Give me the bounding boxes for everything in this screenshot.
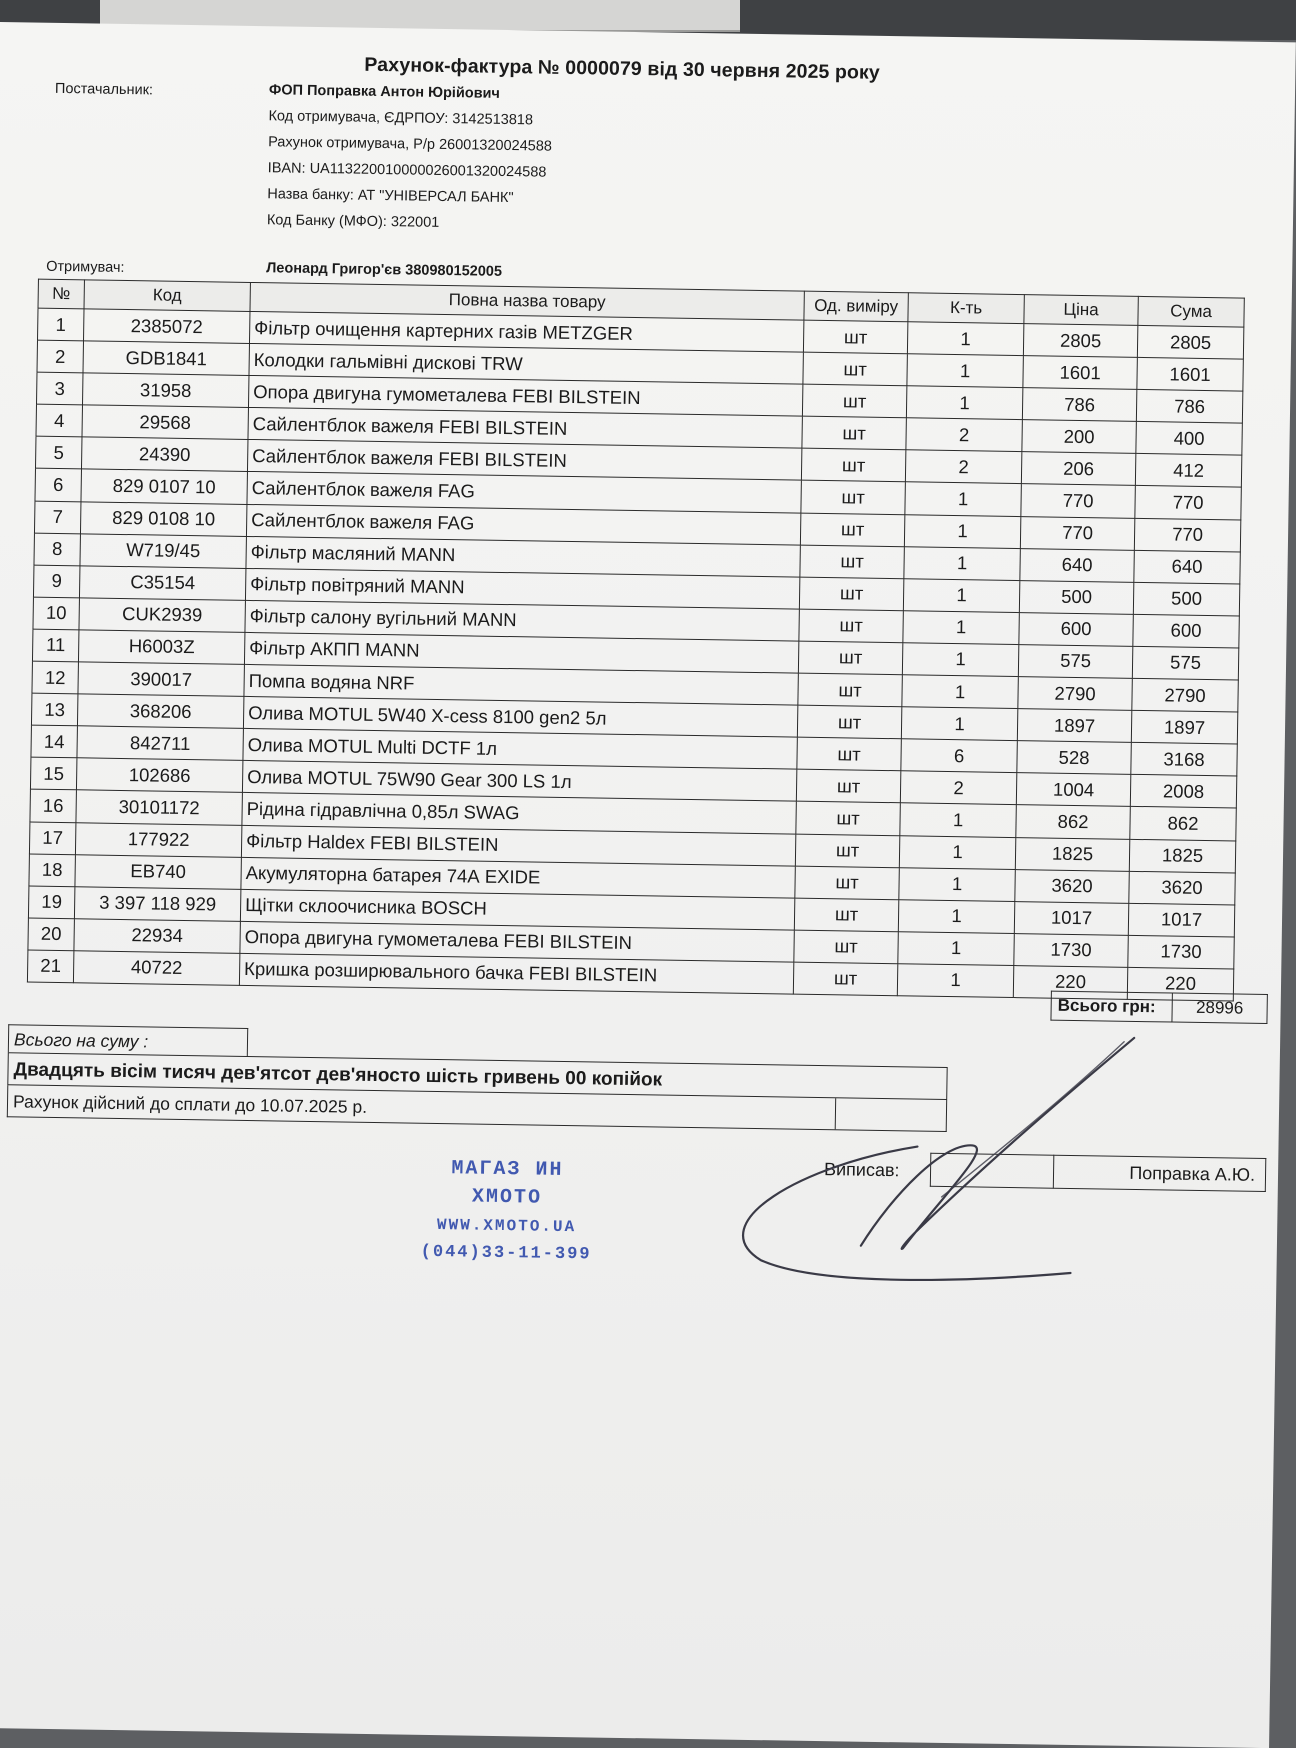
sum-in-words: Двадцять вісім тисяч дев'ятсот дев'яносто шість гривень 00 копійок	[7, 1052, 947, 1100]
issuer-name: Поправка А.Ю.	[1053, 1155, 1265, 1191]
cell-name: Щітки склоочисника BOSCH	[240, 889, 794, 930]
cell-number: 14	[31, 725, 77, 758]
supplier-iban: IBAN: UA113220010000026001320024588	[267, 160, 547, 181]
cell-qty: 1	[899, 867, 1015, 901]
cell-unit: шт	[799, 577, 903, 611]
cell-number: 3	[36, 372, 82, 405]
cell-sum: 1017	[1128, 903, 1234, 937]
cell-unit: шт	[795, 834, 899, 868]
col-header-sum: Сума	[1138, 296, 1244, 327]
cell-code: 24390	[81, 437, 247, 472]
cell-qty: 1	[907, 322, 1023, 356]
cell-price: 786	[1022, 388, 1136, 422]
cell-price: 1004	[1016, 773, 1130, 807]
supplier-edrpou: Код отримувача, ЄДРПОУ: 3142513818	[268, 108, 534, 129]
cell-sum: 220	[1127, 967, 1233, 1001]
cell-qty: 1	[906, 386, 1022, 420]
cell-unit: шт	[794, 930, 898, 964]
cell-price: 1601	[1023, 356, 1137, 390]
cell-code: 2385072	[84, 309, 250, 344]
cell-price: 528	[1017, 741, 1131, 775]
cell-unit: шт	[801, 481, 905, 515]
cell-code: 40722	[73, 951, 239, 986]
cell-number: 15	[30, 757, 76, 790]
cell-code: 31958	[82, 373, 248, 408]
cell-qty: 1	[907, 354, 1023, 388]
cell-unit: шт	[802, 384, 906, 418]
cell-unit: шт	[794, 898, 898, 932]
cell-code: 29568	[82, 405, 248, 440]
cell-unit: шт	[800, 513, 904, 547]
cell-sum: 400	[1136, 422, 1242, 456]
cell-sum: 600	[1133, 614, 1239, 648]
cell-price: 1730	[1014, 933, 1128, 967]
invoice-title: Рахунок-фактура № 0000079 від 30 червня 2025 року	[364, 53, 880, 84]
shop-stamp	[421, 1155, 594, 1270]
cell-number: 7	[34, 501, 80, 534]
cell-qty: 1	[904, 546, 1020, 580]
cell-price: 220	[1013, 965, 1127, 999]
cell-name: Кришка розширювального бачка FEBI BILSTEIN	[239, 953, 793, 994]
cell-code: 30101172	[76, 790, 242, 825]
cell-qty: 1	[905, 482, 1021, 516]
cell-number: 6	[35, 469, 81, 502]
cell-price: 200	[1022, 420, 1136, 454]
cell-sum: 2790	[1132, 678, 1238, 712]
cell-sum: 3168	[1131, 743, 1237, 777]
cell-name: Опора двигуна гумометалева FEBI BILSTEIN	[240, 921, 794, 962]
cell-name: Олива MOTUL 75W90 Gear 300 LS 1л	[242, 761, 796, 802]
cell-code: 829 0108 10	[80, 501, 246, 536]
cell-code: 177922	[75, 822, 241, 857]
grand-total-label: Всього грн:	[1051, 991, 1172, 1022]
cell-number: 5	[35, 436, 81, 469]
cell-code: CUK2939	[79, 598, 245, 633]
items-table	[27, 279, 1245, 1002]
cell-price: 600	[1019, 612, 1133, 646]
cell-sum: 575	[1132, 646, 1238, 680]
stamp-line-4: (044)33-11-399	[420, 1242, 592, 1265]
cell-code: 102686	[76, 758, 242, 793]
cell-unit: шт	[801, 449, 905, 483]
cell-name: Фільтр очищення картерних газів METZGER	[249, 311, 803, 352]
cell-name: Опора двигуна гумометалева FEBI BILSTEIN	[248, 376, 802, 417]
cell-number: 19	[28, 886, 74, 919]
cell-price: 500	[1019, 580, 1133, 614]
cell-unit: шт	[803, 320, 907, 354]
col-header-price: Ціна	[1024, 295, 1138, 326]
cell-number: 11	[32, 629, 78, 662]
cell-qty: 1	[898, 932, 1014, 966]
cell-sum: 862	[1130, 807, 1236, 841]
cell-sum: 3620	[1129, 871, 1235, 905]
cell-sum: 2805	[1137, 325, 1243, 359]
cell-qty: 1	[903, 611, 1019, 645]
supplier-label: Постачальник:	[54, 80, 154, 99]
cell-sum: 1730	[1128, 935, 1234, 969]
cell-sum: 500	[1133, 582, 1239, 616]
cell-qty: 1	[898, 899, 1014, 933]
cell-price: 575	[1018, 645, 1132, 679]
cell-qty: 2	[905, 450, 1021, 484]
cell-number: 21	[27, 950, 73, 983]
cell-name: Фільтр Haldex FEBI BILSTEIN	[241, 825, 795, 866]
cell-code: 390017	[78, 662, 244, 697]
cell-code: GDB1841	[83, 341, 249, 376]
cell-name: Олива MOTUL Multi DCTF 1л	[243, 729, 797, 770]
cell-name: Колодки гальмівні дискові TRW	[249, 344, 803, 385]
cell-price: 1017	[1014, 901, 1128, 935]
sum-label: Всього на суму :	[8, 1024, 248, 1056]
cell-qty: 1	[904, 514, 1020, 548]
cell-unit: шт	[797, 705, 901, 739]
cell-sum: 640	[1134, 550, 1240, 584]
cell-code: 829 0107 10	[81, 469, 247, 504]
cell-number: 18	[29, 854, 75, 887]
col-header-name: Повна назва товару	[250, 282, 804, 320]
cell-number: 12	[32, 661, 78, 694]
cell-number: 20	[28, 918, 74, 951]
cell-code: 842711	[77, 726, 243, 761]
cell-unit: шт	[793, 962, 897, 996]
issuer-label: Виписав:	[823, 1159, 900, 1181]
cell-sum: 1897	[1131, 710, 1237, 744]
cell-number: 8	[34, 533, 80, 566]
supplier-bank: Назва банку: АТ "УНІВЕРСАЛ БАНК"	[267, 186, 514, 207]
cell-price: 2790	[1018, 677, 1132, 711]
cell-unit: шт	[798, 641, 902, 675]
cell-unit: шт	[803, 352, 907, 386]
cell-unit: шт	[796, 802, 900, 836]
recipient-name: Леонард Григор'єв 380980152005	[266, 260, 503, 280]
handwritten-signature	[740, 1024, 1164, 1291]
cell-number: 10	[33, 597, 79, 630]
cell-qty: 1	[897, 964, 1013, 998]
cell-code: 22934	[74, 919, 240, 954]
cell-number: 9	[33, 565, 79, 598]
cell-number: 4	[36, 404, 82, 437]
col-header-number: №	[38, 279, 84, 309]
cell-name: Сайлентблок важеля FAG	[246, 504, 800, 545]
cell-code: C35154	[79, 566, 245, 601]
cell-name: Помпа водяна NRF	[244, 664, 798, 705]
cell-qty: 2	[906, 418, 1022, 452]
stamp-line-1: МАГАЗ ИН	[451, 1157, 564, 1182]
col-header-code: Код	[84, 280, 250, 312]
stamp-line-2: ХМОТО	[471, 1185, 543, 1210]
cell-unit: шт	[796, 769, 900, 803]
cell-name: Сайлентблок важеля FEBI BILSTEIN	[248, 408, 802, 449]
cell-qty: 2	[900, 771, 1016, 805]
cell-name: Фільтр АКПП MANN	[244, 632, 798, 673]
cell-number: 1	[38, 308, 84, 341]
cell-qty: 6	[901, 739, 1017, 773]
col-header-qty: К-ть	[908, 293, 1024, 324]
cell-code: H6003Z	[78, 630, 244, 665]
cell-code: W719/45	[80, 533, 246, 568]
cell-sum: 412	[1135, 454, 1241, 488]
cell-code: 3 397 118 929	[74, 886, 240, 921]
cell-unit: шт	[798, 673, 902, 707]
supplier-mfo: Код Банку (МФО): 322001	[266, 212, 440, 231]
cell-price: 770	[1021, 484, 1135, 518]
cell-price: 1825	[1015, 837, 1129, 871]
cell-price: 862	[1016, 805, 1130, 839]
cell-price: 640	[1020, 548, 1134, 582]
cell-name: Фільтр салону вугільний MANN	[245, 600, 799, 641]
col-header-unit: Од. виміру	[804, 291, 908, 322]
cell-unit: шт	[795, 866, 899, 900]
cell-name: Сайлентблок важеля FAG	[247, 472, 801, 513]
cell-name: Фільтр масляний MANN	[246, 536, 800, 577]
cell-price: 206	[1021, 452, 1135, 486]
cell-price: 3620	[1015, 869, 1129, 903]
stamp-line-3: WWW.XMOTO.UA	[436, 1216, 577, 1237]
cell-qty: 1	[903, 579, 1019, 613]
cell-code: EB740	[75, 854, 241, 889]
cell-sum: 1601	[1137, 358, 1243, 392]
cell-name: Олива MOTUL 5W40 X-cess 8100 gen2 5л	[243, 697, 797, 738]
grand-total	[1050, 991, 1267, 1024]
valid-until-text: Рахунок дійсний до сплати до 10.07.2025 р.	[12, 1091, 368, 1117]
cell-sum: 786	[1136, 390, 1242, 424]
cell-number: 16	[30, 789, 76, 822]
cell-unit: шт	[800, 545, 904, 579]
cell-unit: шт	[802, 416, 906, 450]
cell-qty: 1	[899, 835, 1015, 869]
cell-sum: 770	[1135, 486, 1241, 520]
cell-price: 2805	[1023, 324, 1137, 358]
cell-price: 770	[1020, 516, 1134, 550]
cell-number: 13	[31, 693, 77, 726]
recipient-label: Отримувач:	[46, 258, 125, 276]
cell-unit: шт	[797, 737, 901, 771]
cell-name: Акумуляторна батарея 74А EXIDE	[241, 857, 795, 898]
supplier-account: Рахунок отримувача, Р/р 26001320024588	[268, 134, 553, 155]
cell-name: Фільтр повітряний MANN	[245, 568, 799, 609]
cell-sum: 2008	[1130, 775, 1236, 809]
cell-price: 1897	[1017, 709, 1131, 743]
grand-total-value: 28996	[1172, 993, 1267, 1023]
cell-code: 368206	[77, 694, 243, 729]
cell-qty: 1	[900, 803, 1016, 837]
supplier-name: ФОП Поправка Антон Юрійович	[268, 82, 501, 102]
cell-sum: 770	[1134, 518, 1240, 552]
cell-name: Сайлентблок важеля FEBI BILSTEIN	[247, 440, 801, 481]
cell-qty: 1	[902, 643, 1018, 677]
invoice-sheet	[0, 22, 1296, 1748]
cell-name: Рідина гідравлічна 0,85л SWAG	[242, 793, 796, 834]
cell-unit: шт	[799, 609, 903, 643]
cell-qty: 1	[901, 707, 1017, 741]
cell-qty: 1	[902, 675, 1018, 709]
cell-number: 17	[29, 822, 75, 855]
cell-sum: 1825	[1129, 839, 1235, 873]
cell-number: 2	[37, 340, 83, 373]
